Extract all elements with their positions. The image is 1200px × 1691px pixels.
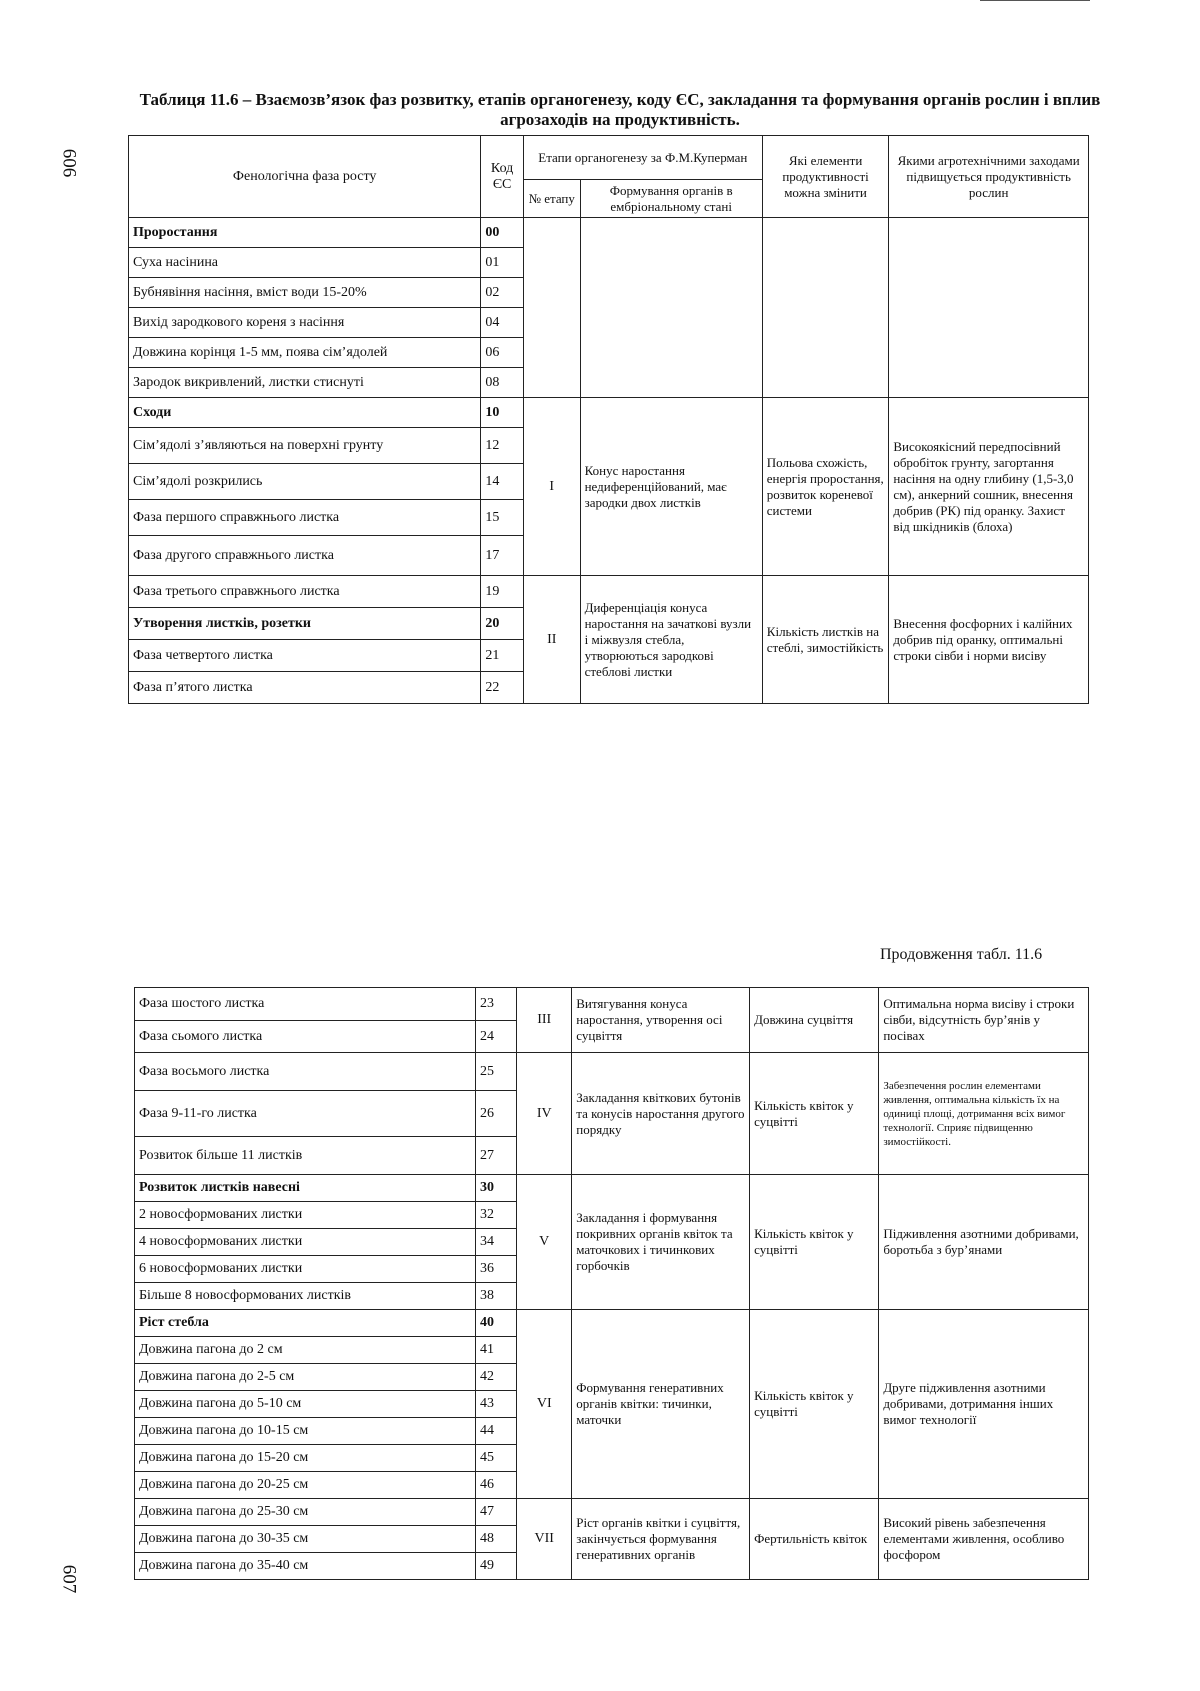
phase-cell: Довжина пагона до 25-30 см (135, 1499, 476, 1526)
table-title: Таблиця 11.6 – Взаємозв’язок фаз розвитку, етапів органогенезу, коду ЄС, закладання та формування органів рослин і вплив агрозаходів на продуктивність. (139, 90, 1101, 129)
formation-cell: Диференціація конуса наростання на зачаткові вузли і міжвузля стебла, утворюються зародкові стеблові листки (580, 576, 762, 704)
phase-cell: Ріст стебла (135, 1310, 476, 1337)
table-row (129, 398, 1089, 428)
empty-cell (889, 218, 1089, 398)
stage-number-cell: VI (517, 1310, 572, 1499)
code-cell: 49 (475, 1553, 516, 1580)
formation-cell: Витягування конуса наростання, утворення осі суцвіття (572, 988, 750, 1053)
phase-cell: 4 новосформованих листки (135, 1229, 476, 1256)
methods-cell: Високоякісний передпосівний обробіток грунту, загортання насіння на одну глибину (1,5-3,0 см), анкерний сошник, внесення добрив (РК) під оранку. Захист від шкідників (блоха) (889, 398, 1089, 576)
code-cell: 22 (481, 672, 524, 704)
code-cell: 19 (481, 576, 524, 608)
formation-cell: Ріст органів квітки і суцвіття, закінчується формування генеративних органів (572, 1499, 750, 1580)
elements-cell: Кількість квіток у суцвітті (750, 1175, 879, 1310)
phase-cell: Довжина пагона до 10-15 см (135, 1418, 476, 1445)
phase-cell: Довжина пагона до 2-5 см (135, 1364, 476, 1391)
table-row (129, 218, 1089, 248)
table-part-2 (134, 987, 1089, 1580)
code-cell: 02 (481, 278, 524, 308)
header-elements: Які елементи продуктивності можна змінити (762, 136, 889, 218)
phase-cell: Довжина пагона до 35-40 см (135, 1553, 476, 1580)
code-cell: 43 (475, 1391, 516, 1418)
phase-cell: Довжина пагона до 5-10 см (135, 1391, 476, 1418)
header-methods: Якими агротехнічними заходами підвищується продуктивність рослин (889, 136, 1089, 218)
empty-cell (580, 218, 762, 398)
continuation-label: Продовження табл. 11.6 (880, 946, 1043, 963)
elements-cell: Кількість листків на стеблі, зимостійкість (762, 576, 889, 704)
elements-cell: Фертильність квіток (750, 1499, 879, 1580)
phase-cell: Довжина пагона до 20-25 см (135, 1472, 476, 1499)
code-cell: 20 (481, 608, 524, 640)
stage-number-cell: IV (517, 1053, 572, 1175)
phase-cell: Фаза восьмого листка (135, 1053, 476, 1091)
phase-cell: Утворення листків, розетки (129, 608, 481, 640)
code-cell: 08 (481, 368, 524, 398)
code-cell: 10 (481, 398, 524, 428)
page-number-bottom: 607 (58, 1564, 80, 1594)
header-code: Код ЄС (481, 136, 524, 218)
formation-cell: Формування генеративних органів квітки: тичинки, маточки (572, 1310, 750, 1499)
stage-number-cell: V (517, 1175, 572, 1310)
table-row (135, 1310, 1089, 1337)
formation-cell: Конус наростання недиференційований, має зародки двох листків (580, 398, 762, 576)
code-cell: 47 (475, 1499, 516, 1526)
elements-cell: Довжина суцвіття (750, 988, 879, 1053)
phase-cell: Фаза другого справжнього листка (129, 536, 481, 576)
phase-cell: Довжина пагона до 15-20 см (135, 1445, 476, 1472)
phase-cell: Сім’ядолі розкрились (129, 464, 481, 500)
phase-cell: Довжина пагона до 2 см (135, 1337, 476, 1364)
phase-cell: Суха насінина (129, 248, 481, 278)
code-cell: 41 (475, 1337, 516, 1364)
table-row (135, 1175, 1089, 1202)
phase-cell: Розвиток листків навесні (135, 1175, 476, 1202)
code-cell: 04 (481, 308, 524, 338)
phase-cell: Фаза четвертого листка (129, 640, 481, 672)
table-row (135, 988, 1089, 1021)
elements-cell: Польова схожість, енергія проростання, розвиток кореневої системи (762, 398, 889, 576)
code-cell: 12 (481, 428, 524, 464)
header-phase: Фенологічна фаза росту (129, 136, 481, 218)
code-cell: 15 (481, 500, 524, 536)
code-cell: 01 (481, 248, 524, 278)
code-cell: 32 (475, 1202, 516, 1229)
stage-number-cell: III (517, 988, 572, 1053)
code-cell: 30 (475, 1175, 516, 1202)
elements-cell: Кількість квіток у суцвітті (750, 1053, 879, 1175)
code-cell: 26 (475, 1091, 516, 1137)
code-cell: 48 (475, 1526, 516, 1553)
methods-cell: Високий рівень забезпечення елементами живлення, особливо фосфором (879, 1499, 1089, 1580)
code-cell: 36 (475, 1256, 516, 1283)
phase-cell: Вихід зародкового кореня з насіння (129, 308, 481, 338)
phase-cell: Фаза першого справжнього листка (129, 500, 481, 536)
code-cell: 27 (475, 1137, 516, 1175)
code-cell: 06 (481, 338, 524, 368)
code-cell: 38 (475, 1283, 516, 1310)
phase-cell: 2 новосформованих листки (135, 1202, 476, 1229)
code-cell: 23 (475, 988, 516, 1021)
empty-cell (762, 218, 889, 398)
phase-cell: Довжина пагона до 30-35 см (135, 1526, 476, 1553)
methods-cell: Оптимальна норма висіву і строки сівби, відсутність бур’янів у посівах (879, 988, 1089, 1053)
phase-cell: Зародок викривлений, листки стиснуті (129, 368, 481, 398)
page-number-top: 606 (58, 148, 80, 178)
phase-cell: Розвиток більше 11 листків (135, 1137, 476, 1175)
table-part-1 (128, 135, 1089, 704)
header-row (129, 136, 1089, 180)
stage-number-cell: II (523, 576, 580, 704)
methods-cell: Забезпечення рослин елементами живлення, оптимальна кількість їх на одиниці площі, дотримання всіх вимог технології. Сприяє підвищенню зимостійкості. (879, 1053, 1089, 1175)
code-cell: 40 (475, 1310, 516, 1337)
stage-number-cell: I (523, 398, 580, 576)
code-cell: 24 (475, 1021, 516, 1053)
methods-cell: Друге підживлення азотними добривами, дотримання інших вимог технології (879, 1310, 1089, 1499)
code-cell: 42 (475, 1364, 516, 1391)
elements-cell: Кількість квіток у суцвітті (750, 1310, 879, 1499)
table-row (129, 576, 1089, 608)
phase-cell: Сходи (129, 398, 481, 428)
methods-cell: Внесення фосфорних і калійних добрив під оранку, оптимальні строки сівби і норми висіву (889, 576, 1089, 704)
code-cell: 00 (481, 218, 524, 248)
methods-cell: Підживлення азотними добривами, боротьба з бур’янами (879, 1175, 1089, 1310)
code-cell: 25 (475, 1053, 516, 1091)
code-cell: 45 (475, 1445, 516, 1472)
phase-cell: Довжина корінця 1-5 мм, поява сім’ядолей (129, 338, 481, 368)
phase-cell: Фаза сьомого листка (135, 1021, 476, 1053)
phase-cell: Сім’ядолі з’являються на поверхні грунту (129, 428, 481, 464)
phase-cell: Проростання (129, 218, 481, 248)
phase-cell: Фаза шостого листка (135, 988, 476, 1021)
code-cell: 44 (475, 1418, 516, 1445)
header-stages: Етапи органогенезу за Ф.М.Куперман (523, 136, 762, 180)
table-row (135, 1499, 1089, 1526)
phase-cell: Бубнявіння насіння, вміст води 15-20% (129, 278, 481, 308)
header-stage-no: № етапу (523, 180, 580, 218)
table-row (135, 1053, 1089, 1091)
stage-number-cell: VII (517, 1499, 572, 1580)
phase-cell: Більше 8 новосформованих листків (135, 1283, 476, 1310)
code-cell: 46 (475, 1472, 516, 1499)
code-cell: 34 (475, 1229, 516, 1256)
header-formation: Формування органів в ембріональному стані (580, 180, 762, 218)
phase-cell: Фаза третього справжнього листка (129, 576, 481, 608)
phase-cell: 6 новосформованих листки (135, 1256, 476, 1283)
phase-cell: Фаза п’ятого листка (129, 672, 481, 704)
code-cell: 21 (481, 640, 524, 672)
formation-cell: Закладання і формування покривних органів квіток та маточкових і тичинкових горбочків (572, 1175, 750, 1310)
code-cell: 14 (481, 464, 524, 500)
empty-cell (523, 218, 580, 398)
phase-cell: Фаза 9-11-го листка (135, 1091, 476, 1137)
top-rule (980, 0, 1090, 1)
code-cell: 17 (481, 536, 524, 576)
formation-cell: Закладання квіткових бутонів та конусів наростання другого порядку (572, 1053, 750, 1175)
